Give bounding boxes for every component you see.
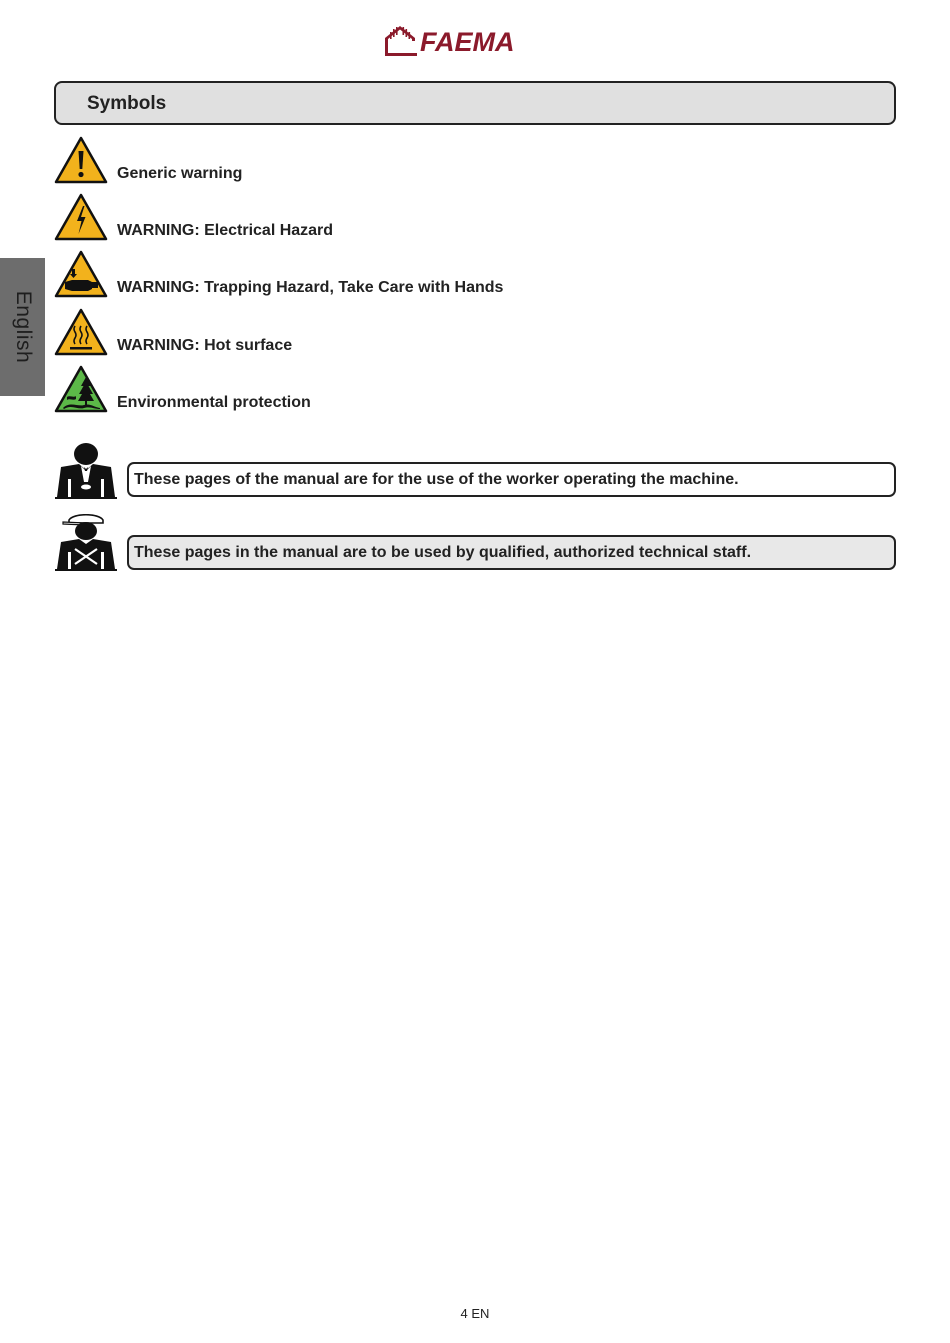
technician-icon	[55, 514, 117, 572]
symbol-label: WARNING: Trapping Hazard, Take Care with Hands	[117, 279, 504, 296]
electrical-hazard-icon	[54, 193, 108, 241]
symbol-label: WARNING: Electrical Hazard	[117, 222, 334, 239]
symbol-row-trapping-hazard	[54, 250, 754, 298]
language-tab-label: English	[11, 290, 35, 364]
trapping-hazard-icon	[54, 250, 108, 298]
symbol-label: WARNING: Hot surface	[117, 337, 293, 354]
symbol-label: Environmental protection	[117, 394, 311, 411]
section-title: Symbols	[87, 93, 167, 114]
generic-warning-icon	[54, 136, 108, 184]
language-tab	[0, 258, 45, 396]
symbol-row-generic-warning	[54, 136, 754, 184]
operator-icon	[55, 442, 117, 500]
symbol-row-environmental-protection	[54, 365, 754, 413]
hot-surface-icon	[54, 308, 108, 356]
logo-text: FAEMA	[420, 27, 515, 57]
symbol-row-hot-surface	[54, 308, 754, 356]
symbol-row-electrical-hazard	[54, 193, 754, 241]
section-header	[54, 81, 896, 125]
page-number: 4 EN	[460, 1306, 490, 1321]
faema-logo	[383, 24, 567, 58]
environmental-protection-icon	[54, 365, 108, 413]
technician-note	[127, 535, 896, 570]
technician-note-text: These pages in the manual are to be used by qualified, authorized technical staff.	[134, 544, 752, 561]
operator-note-text: These pages of the manual are for the use of the worker operating the machine.	[134, 471, 739, 488]
symbol-label: Generic warning	[117, 165, 243, 182]
operator-note	[127, 462, 896, 497]
